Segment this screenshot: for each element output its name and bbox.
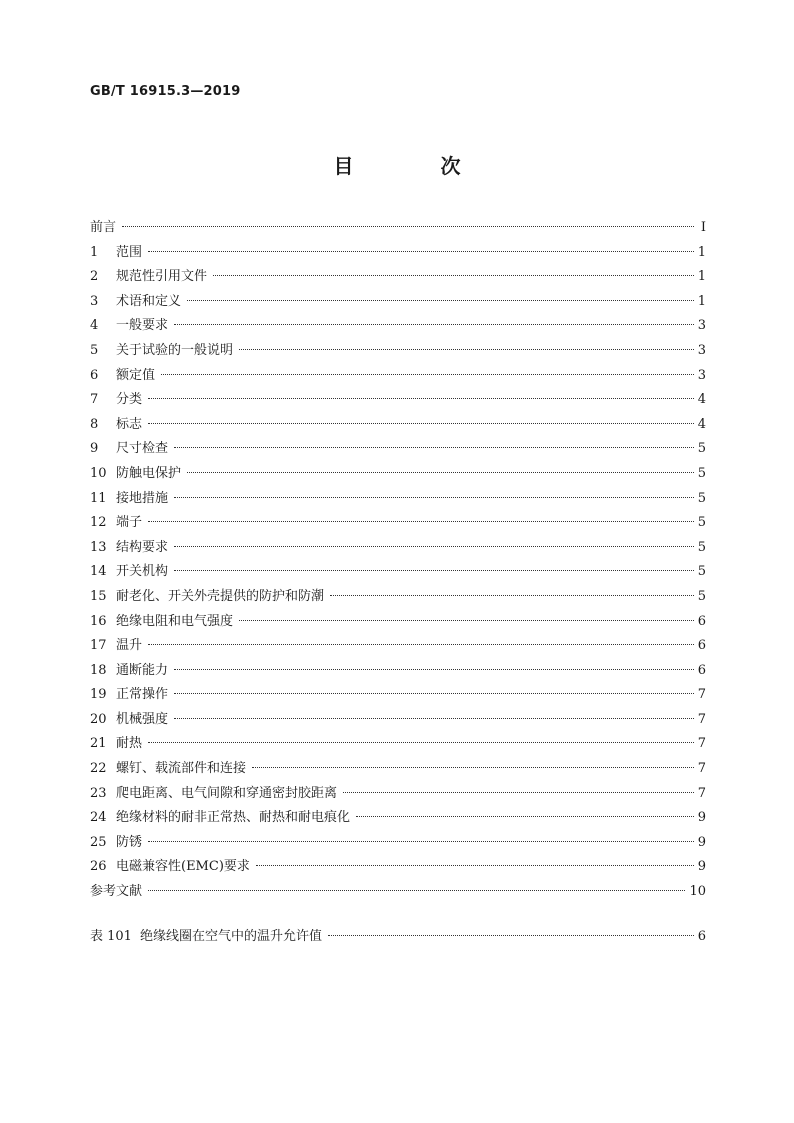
- section-number: 19: [90, 687, 107, 703]
- page-number: 5: [697, 441, 706, 457]
- toc-entry[interactable]: [90, 634, 706, 659]
- section-title: 温升: [116, 638, 143, 654]
- toc-entry[interactable]: [90, 683, 706, 708]
- section-number: 20: [90, 711, 107, 727]
- toc-entry[interactable]: [90, 388, 706, 413]
- section-number: 13: [90, 539, 107, 555]
- section-number: 23: [90, 785, 107, 801]
- section-number: 5: [90, 342, 99, 358]
- toc-entry[interactable]: [90, 855, 706, 880]
- section-title: 尺寸检查: [116, 441, 169, 457]
- section-number: 17: [90, 638, 107, 654]
- toc-entry[interactable]: [90, 757, 706, 782]
- page-number: 4: [697, 392, 706, 408]
- page-number: 7: [697, 711, 706, 727]
- dot-leader: [187, 472, 694, 473]
- section-title: 标志: [116, 416, 143, 432]
- page-number: 7: [697, 785, 706, 801]
- toc-entry[interactable]: [90, 880, 706, 905]
- page-number: 3: [697, 367, 706, 383]
- dot-leader: [122, 226, 694, 227]
- dot-leader: [213, 275, 694, 276]
- page-number: 1: [697, 293, 706, 309]
- section-title: 结构要求: [116, 539, 169, 555]
- section-title: 防触电保护: [116, 465, 182, 481]
- section-title: 范围: [116, 244, 143, 260]
- section-title: 耐老化、开关外壳提供的防护和防潮: [116, 588, 325, 604]
- dot-leader: [328, 935, 694, 936]
- page-number: 7: [697, 687, 706, 703]
- page-number: Ⅰ: [700, 220, 706, 235]
- dot-leader: [148, 644, 694, 645]
- section-number: 12: [90, 515, 107, 531]
- toc-entry[interactable]: [90, 216, 706, 241]
- page-number: 9: [697, 810, 706, 826]
- page-number: 5: [697, 539, 706, 555]
- toc-entry[interactable]: [90, 782, 706, 807]
- section-number: 9: [90, 441, 99, 457]
- table-list-entry[interactable]: [90, 925, 706, 950]
- section-title: 开关机构: [116, 564, 169, 580]
- page-number: 5: [697, 564, 706, 580]
- toc-title: 目 次: [333, 154, 501, 178]
- dot-leader: [187, 300, 694, 301]
- section-number: 26: [90, 859, 107, 875]
- section-title: 接地措施: [116, 490, 169, 506]
- page-number: 9: [697, 834, 706, 850]
- page-number: 10: [689, 884, 706, 900]
- section-title: 机械强度: [116, 711, 169, 727]
- section-title: 电磁兼容性(EMC)要求: [116, 859, 250, 875]
- page-number: 6: [697, 613, 706, 629]
- page-number: 1: [697, 244, 706, 260]
- section-number: 10: [90, 465, 107, 481]
- dot-leader: [343, 792, 694, 793]
- dot-leader: [174, 570, 694, 571]
- section-number: 14: [90, 564, 107, 580]
- dot-leader: [174, 693, 694, 694]
- dot-leader: [148, 841, 694, 842]
- page-number: 6: [697, 638, 706, 654]
- dot-leader: [148, 890, 685, 891]
- dot-leader: [148, 521, 694, 522]
- dot-leader: [148, 742, 694, 743]
- toc-entry[interactable]: [90, 536, 706, 561]
- dot-leader: [174, 497, 694, 498]
- page-number: 3: [697, 342, 706, 358]
- section-title: 耐热: [116, 736, 143, 752]
- dot-leader: [174, 718, 694, 719]
- page-number: 1: [697, 269, 706, 285]
- section-number: 2: [90, 269, 99, 285]
- toc-entry[interactable]: [90, 413, 706, 438]
- dot-leader: [148, 398, 694, 399]
- page-number: 5: [697, 465, 706, 481]
- dot-leader: [252, 767, 694, 768]
- page-number: 9: [697, 859, 706, 875]
- dot-leader: [174, 447, 694, 448]
- dot-leader: [256, 865, 694, 866]
- list-of-tables: [90, 925, 706, 950]
- section-number: 25: [90, 834, 107, 850]
- section-number: 18: [90, 662, 107, 678]
- section-number: 11: [90, 490, 107, 506]
- page-number: 5: [697, 515, 706, 531]
- toc-entry[interactable]: [90, 560, 706, 585]
- section-number: 7: [90, 392, 99, 408]
- section-title: 规范性引用文件: [116, 269, 208, 285]
- section-title: 参考文献: [90, 884, 143, 900]
- page-number: 5: [697, 588, 706, 604]
- page-number: 6: [697, 662, 706, 678]
- section-number: 4: [90, 318, 99, 334]
- toc-entry[interactable]: [90, 732, 706, 757]
- section-title: 螺钉、载流部件和连接: [116, 761, 247, 777]
- section-title: 前言: [90, 220, 117, 235]
- dot-leader: [148, 251, 694, 252]
- dot-leader: [148, 423, 694, 424]
- page-number: 4: [697, 416, 706, 432]
- section-title: 绝缘电阻和电气强度: [116, 613, 234, 629]
- section-number: 16: [90, 613, 107, 629]
- table-number: 表 101: [90, 929, 132, 944]
- toc-entry[interactable]: [90, 806, 706, 831]
- section-number: 3: [90, 293, 99, 309]
- dot-leader: [239, 349, 694, 350]
- toc-entry[interactable]: [90, 314, 706, 339]
- section-number: 15: [90, 588, 107, 604]
- toc-entry[interactable]: [90, 462, 706, 487]
- section-number: 21: [90, 736, 107, 752]
- section-number: 6: [90, 367, 99, 383]
- toc-entry[interactable]: [90, 585, 706, 610]
- section-title: 额定值: [116, 367, 156, 383]
- toc-entry[interactable]: [90, 511, 706, 536]
- section-title: 正常操作: [116, 687, 169, 703]
- table-of-contents: [90, 216, 706, 905]
- section-number: 8: [90, 416, 99, 432]
- toc-entry[interactable]: [90, 487, 706, 512]
- page-number: 7: [697, 761, 706, 777]
- section-title: 端子: [116, 515, 143, 531]
- toc-entry[interactable]: [90, 364, 706, 389]
- toc-entry[interactable]: [90, 290, 706, 315]
- dot-leader: [330, 595, 694, 596]
- dot-leader: [239, 620, 694, 621]
- dot-leader: [174, 324, 694, 325]
- dot-leader: [174, 546, 694, 547]
- toc-entry[interactable]: [90, 831, 706, 856]
- page-number: 7: [697, 736, 706, 752]
- section-number: 1: [90, 244, 99, 260]
- section-title: 术语和定义: [116, 293, 182, 309]
- page-number: 3: [697, 318, 706, 334]
- page-number: 5: [697, 490, 706, 506]
- toc-entry[interactable]: [90, 659, 706, 684]
- toc-entry[interactable]: [90, 708, 706, 733]
- toc-entry[interactable]: [90, 437, 706, 462]
- section-title: 绝缘材料的耐非正常热、耐热和耐电痕化: [116, 810, 351, 826]
- standard-code: GB/T 16915.3—2019: [90, 84, 241, 99]
- section-title: 通断能力: [116, 662, 169, 678]
- toc-entry[interactable]: [90, 610, 706, 635]
- page-number: 6: [697, 929, 706, 944]
- toc-entry[interactable]: [90, 241, 706, 266]
- section-title: 关于试验的一般说明: [116, 342, 234, 358]
- section-title: 一般要求: [116, 318, 169, 334]
- section-title: 分类: [116, 392, 143, 408]
- dot-leader: [161, 374, 694, 375]
- section-title: 爬电距离、电气间隙和穿通密封胶距离: [116, 785, 338, 801]
- dot-leader: [174, 669, 694, 670]
- toc-entry[interactable]: [90, 265, 706, 290]
- toc-entry[interactable]: [90, 339, 706, 364]
- dot-leader: [356, 816, 694, 817]
- section-number: 24: [90, 810, 107, 826]
- table-caption: 绝缘线圈在空气中的温升允许值: [140, 929, 323, 944]
- section-title: 防锈: [116, 834, 143, 850]
- section-number: 22: [90, 761, 107, 777]
